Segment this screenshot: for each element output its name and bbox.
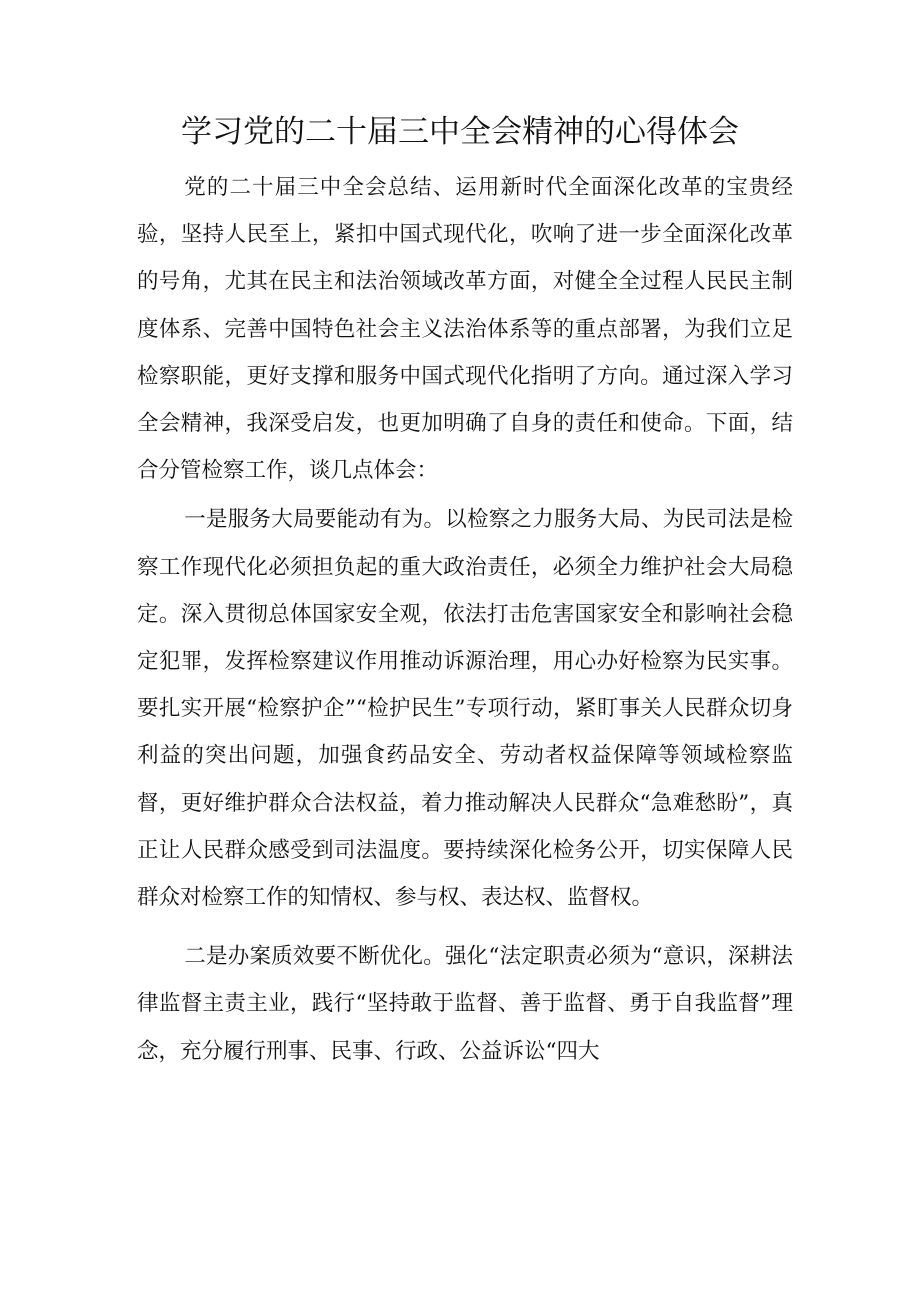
paragraph-point-one: 一是服务大局要能动有为。以检察之力服务大局、为民司法是检察工作现代化必须担负起的重大政治责任，必须全力维护社会大局稳定。深入贯彻总体国家安全观，依法打击危害国家安全和影响社会稳定犯罪，发挥检察建议作用推动诉源治理，用心办好检察为民实事。要扎实开展“检察护企”“检护民生”专项行动，紧盯事关人民群众切身利益的突出问题，加强食药品安全、劳动者权益保障等领域检察监督，更好维护群众合法权益，着力推动解决人民群众“急难愁盼”，真正让人民群众感受到司法温度。要持续深化检务公开，切实保障人民群众对检察工作的知情权、参与权、表达权、监督权。 xyxy=(137,507,793,911)
document-body xyxy=(137,164,793,1075)
paragraph-intro: 党的二十届三中全会总结、运用新时代全面深化改革的宝贵经验，坚持人民至上，紧扣中国式现代化，吹响了进一步全面深化改革的号角，尤其在民主和法治领域改革方面，对健全全过程人民民主制度体系、完善中国特色社会主义法治体系等的重点部署，为我们立足检察职能，更好支撑和服务中国式现代化指明了方向。通过深入学习全会精神，我深受启发，也更加明确了自身的责任和使命。下面，结合分管检察工作，谈几点体会： xyxy=(137,175,793,484)
paragraph-point-two: 二是办案质效要不断优化。强化“法定职责必须为“意识，深耕法律监督主责主业，践行“坚持敢于监督、善于监督、勇于自我监督”理念，充分履行刑事、民事、行政、公益诉讼“四大 xyxy=(137,944,793,1064)
document-title: 学习党的二十届三中全会精神的心得体会 xyxy=(181,114,739,150)
